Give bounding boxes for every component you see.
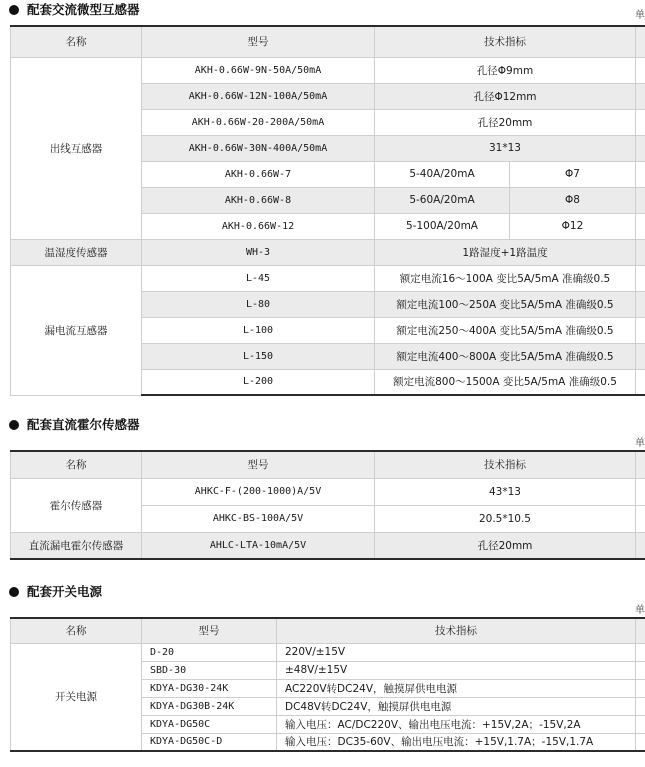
table-row xyxy=(11,478,645,505)
model-cell: AKH-0.66W-30N-400A/50mA xyxy=(142,135,375,161)
spec-cell: 额定电流100～250A 变比5A/5mA 准确级0.5 xyxy=(375,291,636,317)
model-cell: L-200 xyxy=(142,369,375,395)
header-spec: 技术指标 xyxy=(375,451,636,478)
category-cell: 漏电流互感器 xyxy=(11,265,142,395)
header-cut-cell xyxy=(636,451,645,478)
model-cell: L-150 xyxy=(142,343,375,369)
header-model: 型号 xyxy=(142,26,375,57)
header-model: 型号 xyxy=(142,618,277,643)
spec-cell: AC220V转DC24V，触摸屏供电电源 xyxy=(277,679,636,697)
table-row xyxy=(11,532,645,559)
spec-cell: 孔径20mm xyxy=(375,109,636,135)
model-cell: AKH-0.66W-9N-50A/50mA xyxy=(142,57,375,83)
model-cell: AHLC-LTA-10mA/5V xyxy=(142,532,375,559)
cut-cell xyxy=(636,239,645,265)
cut-cell xyxy=(636,505,645,532)
cropped-edge-text: 单 xyxy=(635,10,645,21)
cut-cell xyxy=(636,57,645,83)
header-name: 名称 xyxy=(11,451,142,478)
cut-cell xyxy=(636,317,645,343)
section-ac-transformers-title xyxy=(0,0,140,20)
model-cell: AKH-0.66W-7 xyxy=(142,161,375,187)
category-cell: 开关电源 xyxy=(11,643,142,751)
section-title-text: 配套开关电源 xyxy=(27,584,103,599)
spec-cell: 额定电流400～800A 变比5A/5mA 准确级0.5 xyxy=(375,343,636,369)
bullet-icon xyxy=(9,587,19,597)
category-cell: 霍尔传感器 xyxy=(11,478,142,532)
spec-extra-cell: Φ8 xyxy=(510,187,636,213)
spec-cell: 孔径20mm xyxy=(375,532,636,559)
section-title-text: 配套交流微型互感器 xyxy=(27,2,140,17)
spec-cell: 孔径Φ12mm xyxy=(375,83,636,109)
cut-cell xyxy=(636,265,645,291)
spec-cell: 输入电压：DC35-60V、输出电压电流：+15V,1.7A；-15V,1.7A xyxy=(277,733,636,751)
model-cell: L-100 xyxy=(142,317,375,343)
cut-cell xyxy=(636,679,645,697)
header-spec: 技术指标 xyxy=(277,618,636,643)
cut-cell xyxy=(636,213,645,239)
cut-cell xyxy=(636,697,645,715)
power-supply-table xyxy=(10,617,645,752)
spec-cell: 5-100A/20mA xyxy=(375,213,510,239)
table-header-row xyxy=(11,26,645,57)
section-dc-hall-title xyxy=(0,415,140,435)
spec-cell: 20.5*10.5 xyxy=(375,505,636,532)
bullet-icon xyxy=(9,5,19,15)
model-cell: D-20 xyxy=(142,643,277,661)
cut-cell xyxy=(636,161,645,187)
model-cell: AKH-0.66W-20-200A/50mA xyxy=(142,109,375,135)
spec-cell: 5-60A/20mA xyxy=(375,187,510,213)
model-cell: KDYA-DG50C xyxy=(142,715,277,733)
table-header-row xyxy=(11,618,645,643)
bullet-icon xyxy=(9,420,19,430)
dc-hall-table xyxy=(10,450,645,560)
spec-cell: 输入电压：AC/DC220V、输出电压电流：+15V,2A；-15V,2A xyxy=(277,715,636,733)
cut-cell xyxy=(636,733,645,751)
header-name: 名称 xyxy=(11,26,142,57)
model-cell: SBD-30 xyxy=(142,661,277,679)
cut-cell xyxy=(636,369,645,395)
spec-extra-cell: Φ12 xyxy=(510,213,636,239)
model-cell: WH-3 xyxy=(142,239,375,265)
header-cut-cell xyxy=(636,618,645,643)
spec-extra-cell: Φ7 xyxy=(510,161,636,187)
spec-cell: 额定电流250～400A 变比5A/5mA 准确级0.5 xyxy=(375,317,636,343)
table-header-row xyxy=(11,451,645,478)
category-cell: 出线互感器 xyxy=(11,57,142,239)
header-spec: 技术指标 xyxy=(375,26,636,57)
model-cell: AHKC-BS-100A/5V xyxy=(142,505,375,532)
cut-cell xyxy=(636,291,645,317)
spec-cell: 额定电流16～100A 变比5A/5mA 准确级0.5 xyxy=(375,265,636,291)
spec-cell: 1路湿度+1路温度 xyxy=(375,239,636,265)
spec-cell: ±48V/±15V xyxy=(277,661,636,679)
cut-cell xyxy=(636,661,645,679)
cut-cell xyxy=(636,135,645,161)
cut-cell xyxy=(636,83,645,109)
cut-cell xyxy=(636,532,645,559)
category-cell: 温湿度传感器 xyxy=(11,239,142,265)
spec-cell: 5-40A/20mA xyxy=(375,161,510,187)
spec-cell: 孔径Φ9mm xyxy=(375,57,636,83)
cut-cell xyxy=(636,109,645,135)
header-cut-cell xyxy=(636,26,645,57)
category-cell: 直流漏电霍尔传感器 xyxy=(11,532,142,559)
table-row xyxy=(11,643,645,661)
cut-cell xyxy=(636,343,645,369)
section-power-supply-title xyxy=(0,582,102,602)
cut-cell xyxy=(636,643,645,661)
model-cell: KDYA-DG50C-D xyxy=(142,733,277,751)
cut-cell xyxy=(636,478,645,505)
cut-cell xyxy=(636,715,645,733)
model-cell: KDYA-DG30-24K xyxy=(142,679,277,697)
table-row xyxy=(11,265,645,291)
model-cell: L-45 xyxy=(142,265,375,291)
cropped-edge-text: 单 xyxy=(635,438,645,449)
spec-cell: 31*13 xyxy=(375,135,636,161)
cropped-edge-text: 单 xyxy=(635,605,645,616)
spec-cell: 43*13 xyxy=(375,478,636,505)
cut-cell xyxy=(636,187,645,213)
spec-cell: DC48V转DC24V，触摸屏供电电源 xyxy=(277,697,636,715)
model-cell: AKH-0.66W-12N-100A/50mA xyxy=(142,83,375,109)
spec-cell: 220V/±15V xyxy=(277,643,636,661)
ac-transformer-table xyxy=(10,25,645,396)
table-row xyxy=(11,57,645,83)
spec-cell: 额定电流800～1500A 变比5A/5mA 准确级0.5 xyxy=(375,369,636,395)
section-title-text: 配套直流霍尔传感器 xyxy=(27,417,140,432)
model-cell: AKH-0.66W-8 xyxy=(142,187,375,213)
model-cell: L-80 xyxy=(142,291,375,317)
model-cell: KDYA-DG30B-24K xyxy=(142,697,277,715)
model-cell: AHKC-F-(200-1000)A/5V xyxy=(142,478,375,505)
header-name: 名称 xyxy=(11,618,142,643)
model-cell: AKH-0.66W-12 xyxy=(142,213,375,239)
table-row xyxy=(11,239,645,265)
header-model: 型号 xyxy=(142,451,375,478)
